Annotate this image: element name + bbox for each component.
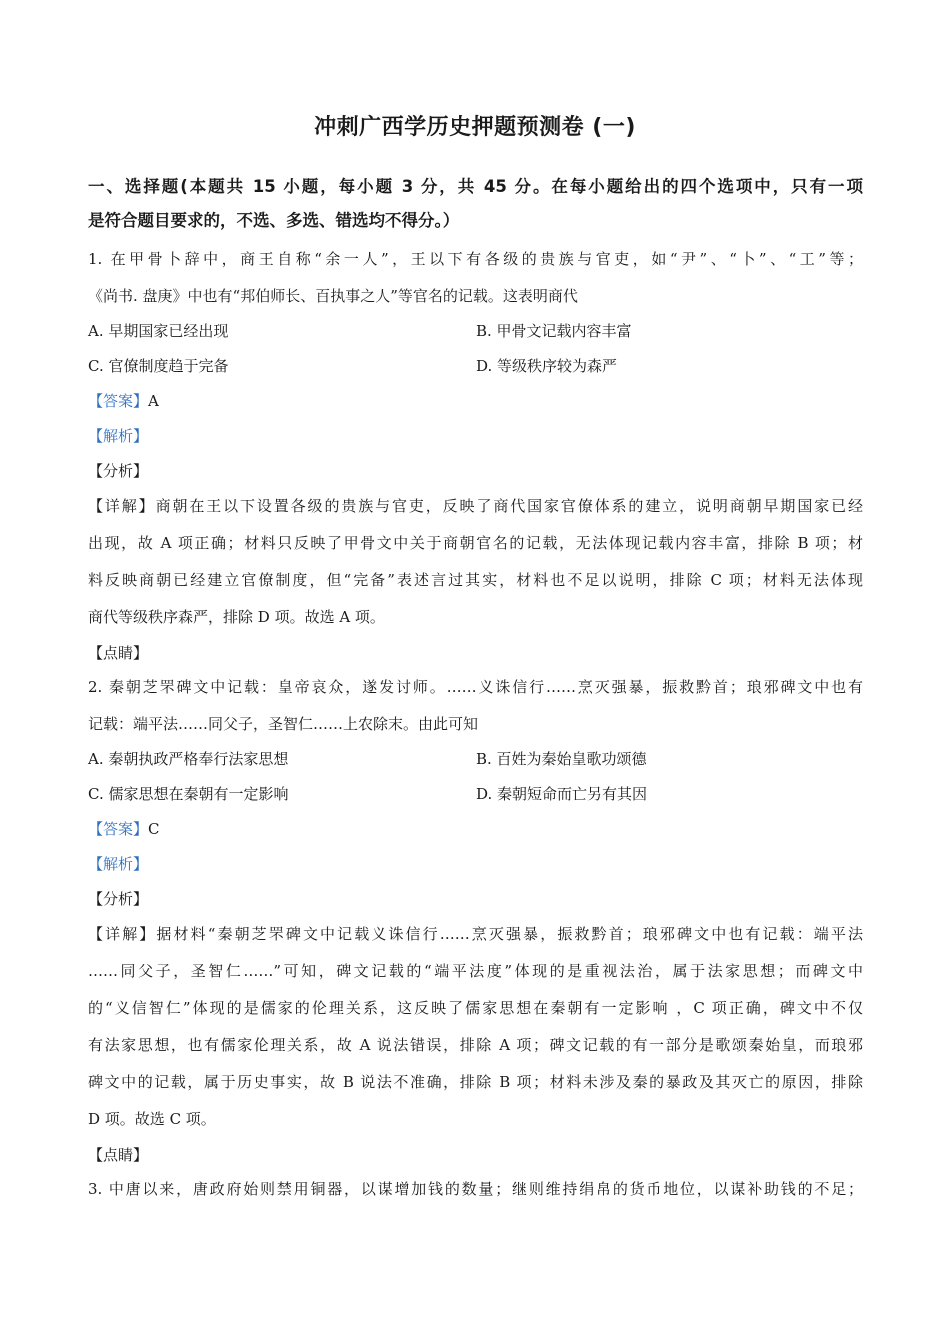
section-heading-line: 一、选择题(本题共 15 小题，每小题 3 分，共 45 分。在每小题给出的四个选项中，只有一项 [88,177,863,196]
q1-option-c: C. 官僚制度趋于完备 [88,357,229,375]
q2-dianjing-tag: 【点睛】 [88,1146,149,1164]
q1-option-b: B. 甲骨文记载内容丰富 [476,322,632,340]
detail-tag: 【详解】 [88,925,157,943]
q1-answer [88,391,863,411]
detail-tag: 【详解】 [88,497,156,515]
answer-tag: 【答案】 [88,820,149,838]
q1-option-a: A. 早期国家已经出现 [88,322,229,340]
q2-option-a: A. 秦朝执政严格奉行法家思想 [88,750,289,768]
section-heading [88,170,863,238]
question-1-stem: 1. 在甲骨卜辞中，商王自称“余一人”，王以下有各级的贵族与官吏，如“尹”、“卜”、“工”等； [88,250,863,268]
detail-text: 商朝在王以下设置各级的贵族与官吏，反映了商代国家官僚体系的建立，说明商朝早期国家已经 [155,497,863,515]
answer-tag: 【答案】 [88,392,149,410]
answer-value: A [148,392,159,410]
q2-option-d: D. 秦朝短命而亡另有其因 [476,785,648,803]
detail-text: 据材料“秦朝芝罘碑文中记载义诛信行……烹灭强暴，振救黔首；琅邪碑文中也有记载：端平法 [156,925,863,943]
q1-detail-line: 商代等级秩序森严，排除 D 项。故选 A 项。 [88,608,385,626]
q2-detail-line: ……同父子，圣智仁……”可知，碑文记载的“端平法度”体现的是重视法治，属于法家思想；而碑文中 [88,962,863,980]
q2-option-b: B. 百姓为秦始皇歌功颂德 [476,750,647,768]
q2-option-c: C. 儒家思想在秦朝有一定影响 [88,785,289,803]
q2-detail-line: 有法家思想，也有儒家伦理关系，故 A 说法错误，排除 A 项；碑文记载的有一部分是歌颂秦始皇，而琅邪 [88,1036,863,1054]
question-1-stem: 《尚书. 盘庚》中也有“邦伯师长、百执事之人”等官名的记载。这表明商代 [88,287,578,305]
page-title: 冲刺广西学历史押题预测卷 (一) [314,115,636,140]
q1-analysis-tag: 【解析】 [88,427,149,445]
q1-dianjing-tag: 【点睛】 [88,644,149,662]
q1-detail [88,496,863,516]
q1-option-d: D. 等级秩序较为森严 [476,357,618,375]
q1-detail-line: 出现，故 A 项正确；材料只反映了甲骨文中关于商朝官名的记载，无法体现记载内容丰富，排除 B 项；材 [88,534,863,552]
q2-analysis-tag: 【解析】 [88,855,149,873]
q2-answer [88,819,863,839]
q2-detail-line: D 项。故选 C 项。 [88,1110,216,1128]
answer-value: C [148,820,160,838]
q2-detail-line: 的“义信智仁”体现的是儒家的伦理关系，这反映了儒家思想在秦朝有一定影响 ，C 项正确，碑文中不仅 [88,999,863,1017]
question-2-stem: 记载：端平法……同父子，圣智仁……上农除末。由此可知 [88,715,479,733]
q2-fenxi-tag: 【分析】 [88,890,149,908]
question-2-stem: 2. 秦朝芝罘碑文中记载：皇帝哀众，遂发讨师。……义诛信行……烹灭强暴，振救黔首；琅邪碑文中也有 [88,678,863,696]
q1-fenxi-tag: 【分析】 [88,462,149,480]
q1-detail-line: 料反映商朝已经建立官僚制度，但“完备”表述言过其实，材料也不足以说明，排除 C 项；材料无法体现 [88,571,863,589]
question-3-stem: 3. 中唐以来，唐政府始则禁用铜器，以谋增加钱的数量；继则维持绢帛的货币地位，以谋补助钱的不足； [88,1180,863,1198]
q2-detail-line: 碑文中的记载，属于历史事实，故 B 说法不准确，排除 B 项；材料未涉及秦的暴政及其灭亡的原因，排除 [88,1073,863,1091]
q2-detail [88,924,863,944]
section-heading-line: 是符合题目要求的，不选、多选、错选均不得分。） [88,211,460,230]
